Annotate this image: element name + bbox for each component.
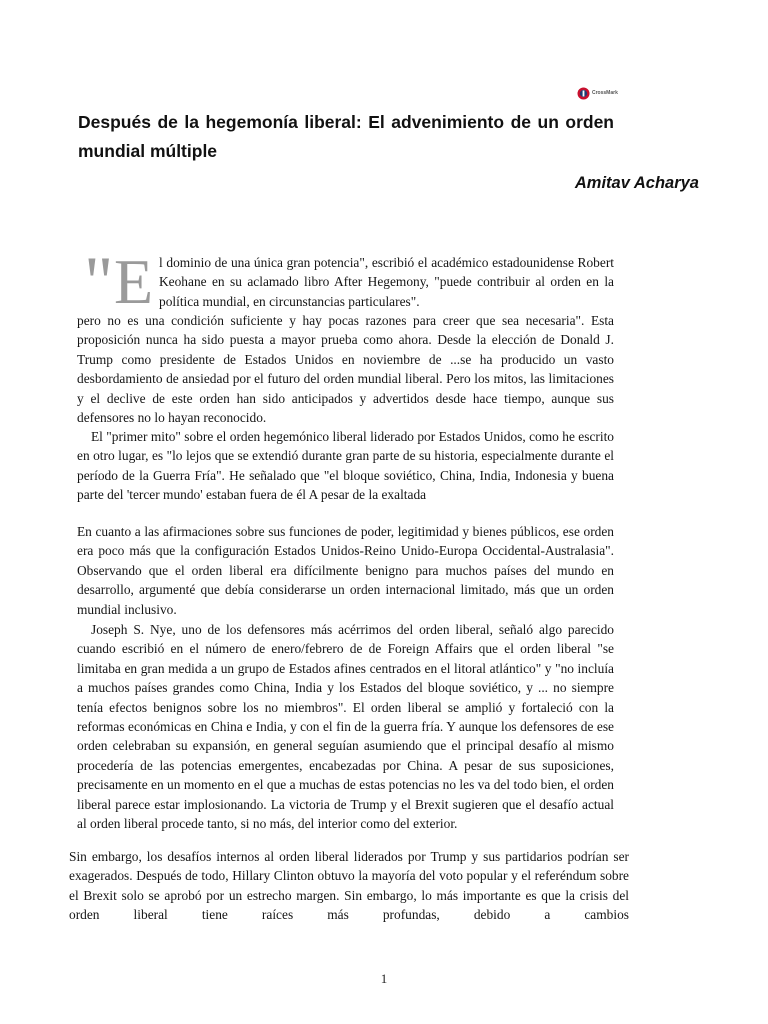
body-paragraph-1: pero no es una condición suficiente y hay pocas razones para creer que sea necesaria". Esta proposición nunca ha sido puesta a mayor prueba como ahora. Desde la elección de Donald J. Trump como presidente de Estados Unidos en noviembre de ...se ha producido un vasto desbordamiento de ansiedad por el futuro del orden mundial liberal. Pero los mitos, las limitaciones y el declive de este orden han sido anticipados y advertidos desde hace tiempo, aunque sus defensores no lo hayan reconocido. — [77, 313, 614, 426]
body-paragraph-3: En cuanto a las afirmaciones sobre sus funciones de poder, legitimidad y bienes públicos, ese orden era poco más que la configuración Estados Unidos-Reino Unido-Europa Occidental-Australasia". Observando que el orden liberal era difícilmente benigno para muchos países del mundo en desarrollo, argumenté que debía considerarse un orden internacional limitado, más que un orden mundial inclusivo. — [77, 524, 614, 617]
body-paragraph-4: Joseph S. Nye, uno de los defensores más acérrimos del orden liberal, señaló algo parecido cuando escribió en el número de enero/febrero de de Foreign Affairs que el orden liberal "se limitaba en gran medida a un grupo de Estados afines centrados en el litoral atlántico" y "no incluía a muchos países grandes como China, India y los Estados del bloque soviético, y ... no siempre tenía efectos benignos sobre los no miembros". El orden liberal se amplió y fortaleció con la reformas económicas en China e India, y con el fin de la guerra fría. Y aunque los defensores de ese orden celebraban su expansión, en general seguían asumiendo que el principal desafío al mismo procedería de las potencias emergentes, encabezadas por China. A pesar de sus suposiciones, precisamente en un momento en el que a muchas de estas potencias no les va del todo bien, el orden liberal parece estar implosionando. La victoria de Trump y el Brexit sugieren que el desafío actual al orden liberal procede tanto, si no más, del interior como del exterior. — [77, 622, 614, 832]
crossmark-label: CrossMark — [592, 90, 618, 96]
intro-paragraph: l dominio de una única gran potencia", escribió el académico estadounidense Robert Keohane en su aclamado libro After Hegemony, "puede contribuir al orden en la política mundial, en circunstancias particulares". — [159, 255, 614, 309]
crossmark-badge[interactable] — [577, 86, 618, 100]
author-name: Amitav Acharya — [574, 174, 699, 192]
article-title: Después de la hegemonía liberal: El advenimiento de un orden mundial múltiple — [78, 112, 614, 161]
page-number: 1 — [380, 971, 388, 986]
body-paragraph-5: Sin embargo, los desafíos internos al orden liberal liderados por Trump y sus partidarios podrían ser exagerados. Después de todo, Hillary Clinton obtuvo la mayoría del voto popular y el referéndum sobre el Brexit solo se aprobó por un estrecho margen. Sin embargo, lo más importante es que la crisis del orden liberal tiene raíces más profundas, debido a cambios — [69, 849, 629, 923]
opening-quote-mark: " — [84, 242, 114, 322]
drop-cap: E — [114, 246, 154, 317]
body-paragraph-2: El "primer mito" sobre el orden hegemónico liberal liderado por Estados Unidos, como he escrito en otro lugar, es "lo lejos que se extendió durante gran parte de su historia, especialmente durante el período de la Guerra Fría". He señalado que "el bloque soviético, China, India, Indonesia y buena parte del 'tercer mundo' estaban fuera de él A pesar de la exaltada — [77, 429, 614, 503]
crossmark-icon — [577, 87, 590, 100]
